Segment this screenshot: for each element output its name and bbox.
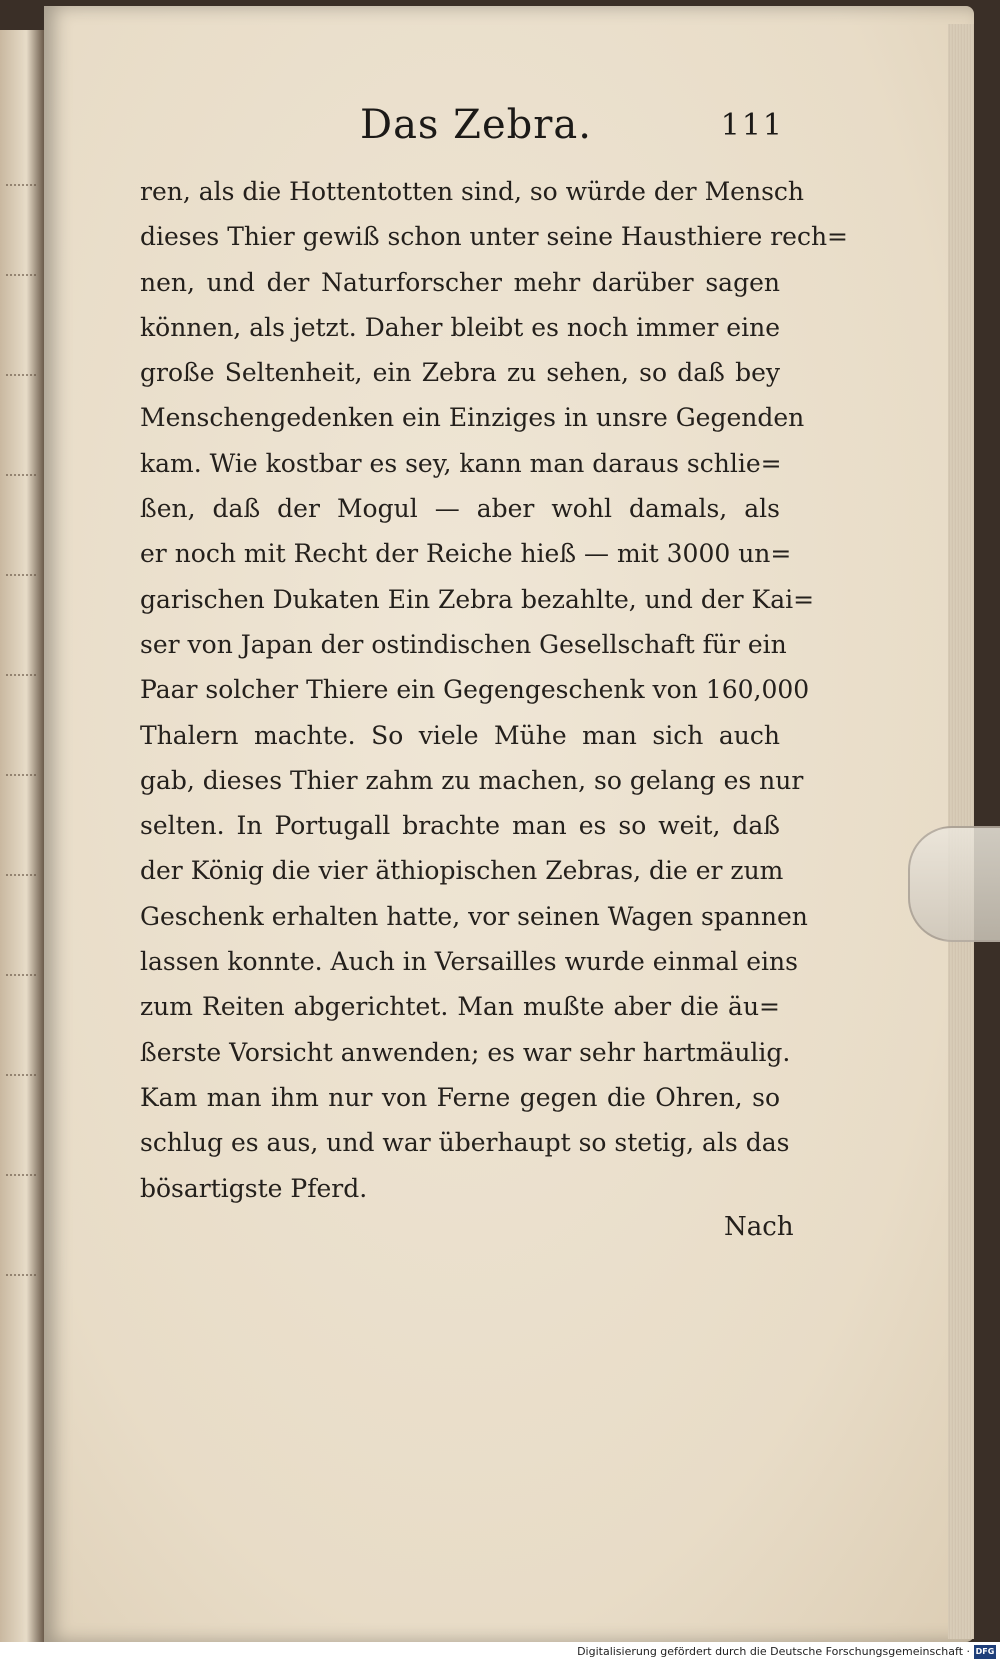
text-line: selten. In Portugall brachte man es so weit, daß <box>140 811 780 841</box>
text-line: schlug es aus, und war überhaupt so stetig, als das <box>140 1128 790 1158</box>
margin-text-fragment <box>6 170 36 186</box>
text-line: der König die vier äthiopischen Zebras, die er zum <box>140 856 784 886</box>
body-text <box>140 169 848 1211</box>
margin-text-fragment <box>6 560 36 576</box>
book-page <box>44 6 974 1642</box>
margin-text-fragment <box>6 1060 36 1076</box>
text-line: Paar solcher Thiere ein Gegengeschenk von 160,000 <box>140 675 810 705</box>
page-holder-clip <box>908 826 1000 942</box>
margin-text-fragment <box>6 960 36 976</box>
text-line: bösartigste Pferd. <box>140 1173 368 1203</box>
margin-text-fragment <box>6 360 36 376</box>
text-line: Thalern machte. So viele Mühe man sich auch <box>140 720 780 750</box>
catchword: Nach <box>724 1212 794 1242</box>
footer-bar <box>0 1642 1000 1665</box>
text-line: Menschengedenken ein Einziges in unsre Gegenden <box>140 403 805 433</box>
text-line: können, als jetzt. Daher bleibt es noch immer eine <box>140 312 780 342</box>
text-line: kam. Wie kostbar es sey, kann man daraus schlie= <box>140 448 782 478</box>
text-line: zum Reiten abgerichtet. Man mußte aber die äu= <box>140 992 780 1022</box>
margin-text-fragment <box>6 860 36 876</box>
text-line: Geschenk erhalten hatte, vor seinen Wagen spannen <box>140 901 808 931</box>
margin-text-fragment <box>6 660 36 676</box>
facing-page-edge <box>0 30 44 1642</box>
text-line: Kam man ihm nur von Ferne gegen die Ohren, so <box>140 1082 780 1112</box>
dfg-logo: DFG <box>974 1645 996 1659</box>
page-header <box>314 102 784 162</box>
running-title: Das Zebra. <box>360 102 592 148</box>
margin-text-fragment <box>6 1160 36 1176</box>
text-line: nen, und der Naturforscher mehr darüber sagen <box>140 267 780 297</box>
margin-text-fragment <box>6 260 36 276</box>
text-line: garischen Dukaten Ein Zebra bezahlte, und der Kai= <box>140 584 815 614</box>
text-line: ßerste Vorsicht anwenden; es war sehr hartmäulig. <box>140 1037 791 1067</box>
text-line: ren, als die Hottentotten sind, so würde der Mensch <box>140 177 805 206</box>
margin-text-fragment <box>6 1260 36 1276</box>
text-line: dieses Thier gewiß schon unter seine Hausthiere rech= <box>140 222 848 252</box>
text-line: gab, dieses Thier zahm zu machen, so gelang es nur <box>140 765 804 795</box>
text-line: ßen, daß der Mogul — aber wohl damals, als <box>140 494 780 524</box>
text-line: er noch mit Recht der Reiche hieß — mit 3000 un= <box>140 539 792 569</box>
margin-text-fragment <box>6 760 36 776</box>
text-line: lassen konnte. Auch in Versailles wurde einmal eins <box>140 947 798 977</box>
page-number: 111 <box>720 108 784 143</box>
text-line: ser von Japan der ostindischen Gesellschaft für ein <box>140 629 787 659</box>
funding-credit: Digitalisierung gefördert durch die Deutsche Forschungsgemeinschaft · <box>577 1645 970 1658</box>
margin-text-fragment <box>6 460 36 476</box>
text-line: große Seltenheit, ein Zebra zu sehen, so daß bey <box>140 358 780 388</box>
